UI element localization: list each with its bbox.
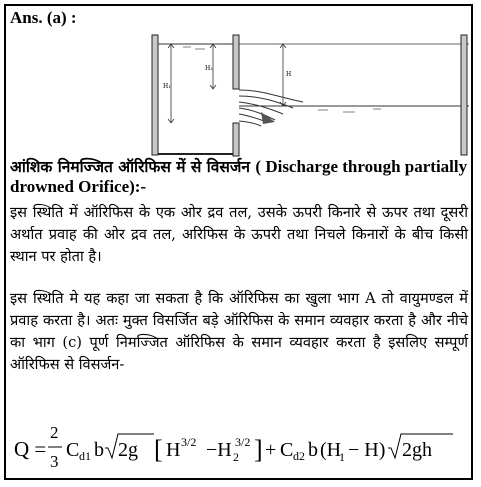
svg-text:2: 2 bbox=[233, 450, 239, 464]
orifice-diagram bbox=[143, 28, 469, 158]
label-h2: H₂ bbox=[205, 65, 213, 72]
svg-text:b: b bbox=[308, 439, 318, 461]
formula-frac-num: 2 bbox=[50, 423, 59, 442]
partition-lower bbox=[233, 123, 239, 156]
label-h: H bbox=[286, 71, 292, 78]
svg-text:C: C bbox=[280, 439, 294, 461]
heading-english: ( Discharge through partially drowned Orifice):- bbox=[10, 157, 468, 196]
formula-term2 bbox=[280, 434, 453, 464]
formula-frac-den: 3 bbox=[50, 452, 59, 471]
section-heading bbox=[10, 157, 468, 197]
answer-label: Ans. (a) : bbox=[10, 8, 77, 27]
svg-text:−H: −H bbox=[206, 439, 232, 461]
formula-plus: + bbox=[265, 439, 277, 461]
partition-upper bbox=[233, 35, 239, 89]
svg-text:3/2: 3/2 bbox=[181, 435, 197, 449]
svg-text:H: H bbox=[166, 439, 181, 461]
svg-text:2g: 2g bbox=[118, 439, 138, 461]
paragraph-2: इस स्थिति मे यह कहा जा सकता है कि ऑरिफिस का खुला भाग A तो वायुमण्डल में प्रवाह करता है। अतः मुक्त विसर्जित बड़े ऑरिफिस के समान व्यवहार करता है और नीचे का भाग (c) पूर्ण निमज्जित ऑरिफिस के समान व्यवहार करता है इसलिए सम्पूर्ण ऑरिफिस से विसर्जन- bbox=[10, 290, 468, 373]
left-wall bbox=[152, 35, 158, 155]
svg-text:d2: d2 bbox=[293, 449, 305, 463]
svg-text:d1: d1 bbox=[79, 449, 91, 463]
paragraph-1: इस स्थिति में ऑरिफिस के एक ओर द्रव तल, उसके ऊपरी किनारे से ऊपर तथा दूसरी अर्थात प्रवाह की ओर द्रव तल, अरिफिस के ऊपरी तथा निचले किनारों के बीच किसी स्थान पर होता है। bbox=[10, 204, 468, 265]
svg-text:[: [ bbox=[154, 435, 163, 464]
svg-text:C: C bbox=[66, 439, 80, 461]
right-wall bbox=[461, 35, 467, 155]
formula-term1 bbox=[66, 434, 263, 464]
svg-text:3/2: 3/2 bbox=[235, 435, 251, 449]
svg-text:− H): − H) bbox=[348, 439, 386, 461]
svg-text:(H: (H bbox=[320, 439, 342, 461]
heading-hindi: आंशिक निमज्जित ऑरिफिस में से विसर्जन bbox=[10, 157, 250, 176]
formula-lhs: Q = bbox=[14, 437, 47, 461]
svg-text:b: b bbox=[94, 439, 104, 461]
svg-text:1: 1 bbox=[339, 450, 345, 464]
svg-text:]: ] bbox=[254, 435, 263, 464]
jet-shade bbox=[261, 112, 275, 124]
discharge-formula bbox=[14, 418, 464, 478]
svg-text:2gh: 2gh bbox=[402, 439, 432, 461]
label-h1: H₁ bbox=[163, 83, 171, 90]
